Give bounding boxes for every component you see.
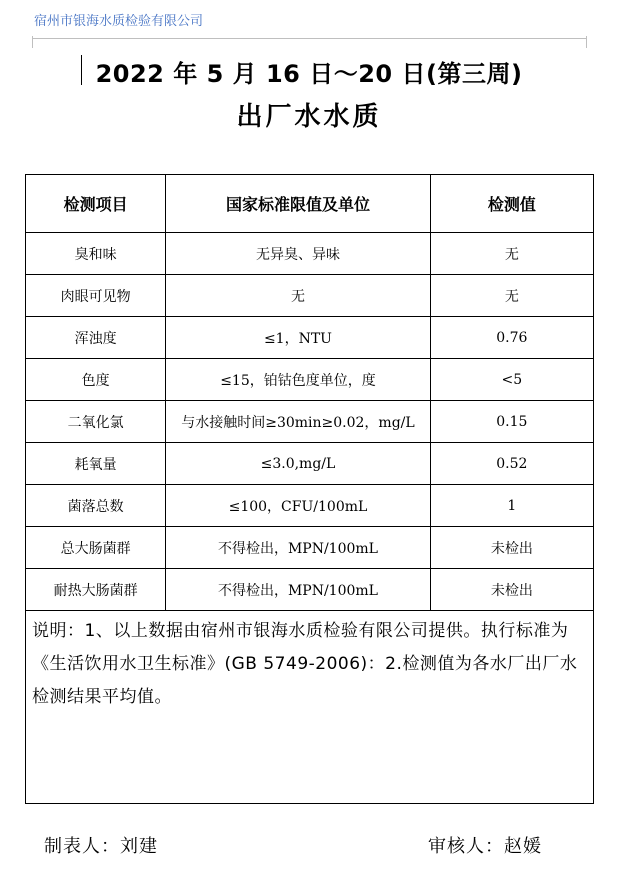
item-cell: 色度 <box>26 359 166 401</box>
value-cell: 0.76 <box>430 317 593 359</box>
header-standard: 国家标准限值及单位 <box>166 175 430 233</box>
table-row <box>26 359 594 401</box>
item-cell: 菌落总数 <box>26 485 166 527</box>
value-cell: 1 <box>430 485 593 527</box>
value-cell: <5 <box>430 359 593 401</box>
table-row <box>26 317 594 359</box>
standard-cell: ≤15，铂钴色度单位，度 <box>166 359 430 401</box>
item-cell: 二氧化氯 <box>26 401 166 443</box>
company-name: 宿州市银海水质检验有限公司 <box>34 14 204 29</box>
standard-cell: ≤3.0,mg/L <box>166 443 430 485</box>
header-value: 检测值 <box>430 175 593 233</box>
margin-mark-right <box>586 36 609 48</box>
table-row <box>26 485 594 527</box>
margin-mark-left <box>10 36 33 48</box>
table-header-row <box>26 175 594 233</box>
value-cell: 未检出 <box>430 569 593 611</box>
value-cell: 0.15 <box>430 401 593 443</box>
standard-cell: 不得检出，MPN/100mL <box>166 527 430 569</box>
item-cell: 臭和味 <box>26 233 166 275</box>
report-subject-title[interactable]: 出厂水水质 <box>236 102 382 132</box>
reviewed-by: 审核人：赵媛 <box>428 836 542 857</box>
standard-cell: 与水接触时间≥30min≥0.02，mg/L <box>166 401 430 443</box>
item-cell: 耐热大肠菌群 <box>26 569 166 611</box>
table-row <box>26 569 594 611</box>
value-cell: 未检出 <box>430 527 593 569</box>
note-row <box>26 611 594 804</box>
prepared-by: 制表人：刘建 <box>44 836 158 857</box>
standard-cell: ≤100，CFU/100mL <box>166 485 430 527</box>
standard-cell: 无异臭、异味 <box>166 233 430 275</box>
report-date-title[interactable]: 2022 年 5 月 16 日～20 日(第三周) <box>95 60 523 88</box>
item-cell: 肉眼可见物 <box>26 275 166 317</box>
standard-cell: 不得检出，MPN/100mL <box>166 569 430 611</box>
value-cell: 无 <box>430 233 593 275</box>
table-row <box>26 401 594 443</box>
table-row <box>26 275 594 317</box>
item-cell: 耗氧量 <box>26 443 166 485</box>
table-row <box>26 233 594 275</box>
standard-cell: ≤1，NTU <box>166 317 430 359</box>
item-cell: 浑浊度 <box>26 317 166 359</box>
table-row <box>26 443 594 485</box>
water-quality-table <box>25 174 594 804</box>
note-text[interactable]: 说明：1、以上数据由宿州市银海水质检验有限公司提供。执行标准为《生活饮用水卫生标准》(GB 5749-2006)：2.检测值为各水厂出厂水检测结果平均值。 <box>26 611 594 804</box>
standard-cell: 无 <box>166 275 430 317</box>
header-item: 检测项目 <box>26 175 166 233</box>
value-cell: 0.52 <box>430 443 593 485</box>
table-row <box>26 527 594 569</box>
value-cell: 无 <box>430 275 593 317</box>
item-cell: 总大肠菌群 <box>26 527 166 569</box>
